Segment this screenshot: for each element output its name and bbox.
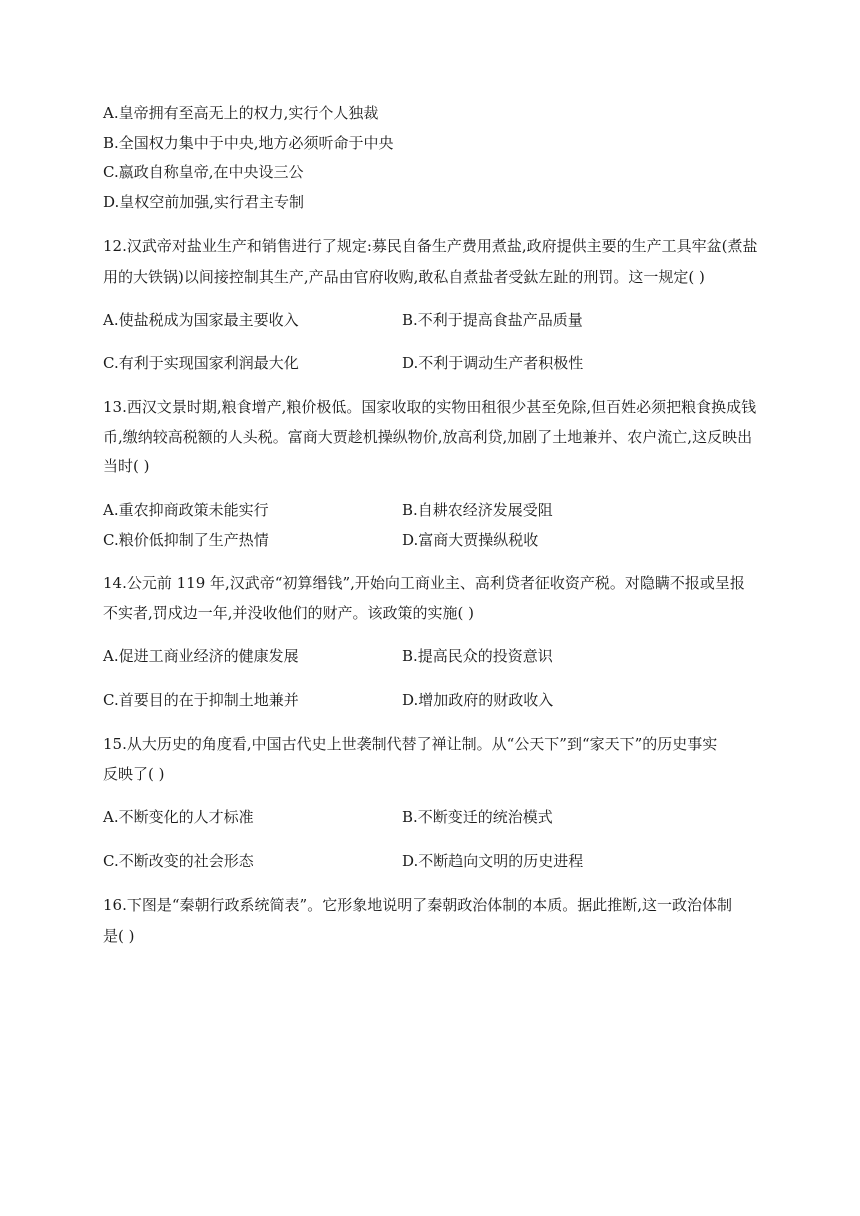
q14-stem-line-1: 14.公元前 119 年,汉武帝“初算缗钱”,开始向工商业主、高利贷者征收资产税。对隐瞒不报或呈报 xyxy=(103,574,745,592)
q15-option-b: B.不断变迁的统治模式 xyxy=(402,808,553,826)
q14-option-c: C.首要目的在于抑制土地兼并 xyxy=(103,691,299,709)
q13-stem-line-2: 币,缴纳较高税额的人头税。富商大贾趁机操纵物价,放高利贷,加剧了土地兼并、农户流亡,这反映出 xyxy=(103,428,753,446)
q14-option-b: B.提高民众的投资意识 xyxy=(402,647,553,665)
q12-option-b: B.不利于提高食盐产品质量 xyxy=(402,311,583,329)
q11-option-c: C.嬴政自称皇帝,在中央设三公 xyxy=(103,163,304,181)
q16-stem-line-1: 16.下图是“秦朝行政系统简表”。它形象地说明了秦朝政治体制的本质。据此推断,这一政治体制 xyxy=(103,896,732,914)
q11-option-a: A.皇帝拥有至高无上的权力,实行个人独裁 xyxy=(103,104,379,122)
q13-option-b: B.自耕农经济发展受阻 xyxy=(402,501,553,519)
q12-stem-line-2: 用的大铁锅)以间接控制其生产,产品由官府收购,敢私自煮盐者受鈦左趾的刑罚。这一规定( ) xyxy=(103,268,705,286)
q15-stem-line-2: 反映了( ) xyxy=(103,765,165,783)
q14-option-d: D.增加政府的财政收入 xyxy=(402,691,554,709)
q15-option-a: A.不断变化的人才标准 xyxy=(103,808,254,826)
q13-option-a: A.重农抑商政策未能实行 xyxy=(103,501,269,519)
q14-stem-line-2: 不实者,罚戍边一年,并没收他们的财产。该政策的实施( ) xyxy=(103,604,475,622)
q12-stem-line-1: 12.汉武帝对盐业生产和销售进行了规定:募民自备生产费用煮盐,政府提供主要的生产工具牢盆(煮盐 xyxy=(103,237,758,255)
q12-option-a: A.使盐税成为国家最主要收入 xyxy=(103,311,299,329)
q13-option-c: C.粮价低抑制了生产热情 xyxy=(103,531,269,549)
q13-option-d: D.富商大贾操纵税收 xyxy=(402,531,539,549)
q13-stem-line-3: 当时( ) xyxy=(103,457,150,475)
q13-stem-line-1: 13.西汉文景时期,粮食增产,粮价极低。国家收取的实物田租很少甚至免除,但百姓必须把粮食换成钱 xyxy=(103,398,757,416)
q12-option-c: C.有利于实现国家利润最大化 xyxy=(103,354,299,372)
q15-stem-line-1: 15.从大历史的角度看,中国古代史上世袭制代替了禅让制。从“公天下”到“家天下”的历史事实 xyxy=(103,735,718,753)
q14-option-a: A.促进工商业经济的健康发展 xyxy=(103,647,299,665)
q15-option-c: C.不断改变的社会形态 xyxy=(103,852,254,870)
q16-stem-line-2: 是( ) xyxy=(103,927,135,945)
q11-option-d: D.皇权空前加强,实行君主专制 xyxy=(103,193,305,211)
q12-option-d: D.不利于调动生产者积极性 xyxy=(402,354,584,372)
q11-option-b: B.全国权力集中于中央,地方必须听命于中央 xyxy=(103,134,394,152)
q15-option-d: D.不断趋向文明的历史进程 xyxy=(402,852,584,870)
